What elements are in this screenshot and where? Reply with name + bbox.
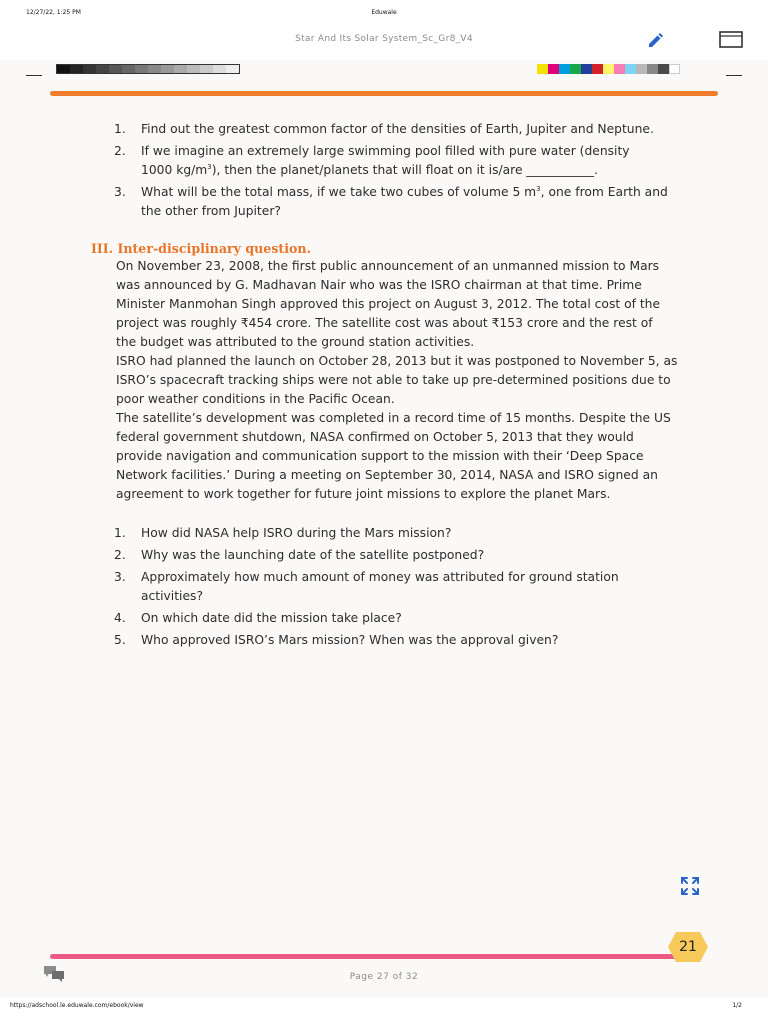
question-list-bottom — [114, 524, 694, 653]
list-item: 1. How did NASA help ISRO during the Mars mission? — [114, 526, 452, 540]
list-item: 5. Who approved ISRO’s Mars mission? When was the approval given? — [114, 633, 559, 647]
pencil-icon — [644, 29, 666, 51]
list-item: 2. Why was the launching date of the satellite postponed? — [114, 548, 485, 562]
print-header — [0, 9, 768, 21]
list-item: 3. What will be the total mass, if we take two cubes of volume 5 $m^3$, one from Earth and the other from Jupiter? — [114, 184, 668, 218]
print-url: https://adschool.le.eduwale.com/ebook/view — [10, 1002, 144, 1009]
section-heading: III. Inter-disciplinary question. — [91, 241, 311, 256]
document-title: Star And Its Solar System_Sc_Gr8_V4 — [295, 34, 473, 44]
fullscreen-button[interactable] — [679, 875, 701, 897]
list-item: 4. On which date did the mission take place? — [114, 611, 402, 625]
expand-icon — [679, 875, 701, 897]
grayscale-calibration-bar — [56, 64, 240, 74]
two-pages-icon — [717, 29, 745, 51]
edit-button[interactable] — [644, 29, 666, 51]
print-footer — [0, 1002, 768, 1014]
page-indicator: Page 27 of 32 — [349, 972, 419, 982]
list-item: 3. Approximately how much amount of money was attributed for ground station activities? — [114, 570, 619, 603]
page-view-button[interactable] — [717, 29, 745, 51]
crop-mark — [726, 75, 742, 76]
ebook-page — [0, 60, 768, 998]
print-date: 12/27/22, 1:25 PM — [26, 9, 81, 16]
list-item: 2. If we imagine an extremely large swimming pool filled with pure water (density 1000 $kg/m^3$), then the planet/planets that will float on it is/are ___________. — [114, 144, 630, 177]
print-site-name: Eduwale — [371, 9, 397, 16]
page-number: 21 — [679, 939, 697, 955]
print-page-count: 1/2 — [732, 1002, 742, 1009]
question-list-top — [114, 120, 694, 224]
page-number-badge — [667, 931, 709, 963]
footer-rule — [50, 954, 680, 959]
header-rule — [50, 91, 718, 96]
color-calibration-bar — [537, 64, 680, 74]
crop-mark — [26, 75, 42, 76]
section-paragraph: On November 23, 2008, the first public announcement of an unmanned mission to Mars was announced by G. Madhavan Nair who was the ISRO chairman at that time. Prime Minister Manmohan Singh approved this project on August 3, 2012. The total cost of the project was roughly ₹454 crore. The satellite cost was about ₹153 crore and the rest of the budget was attributed to the ground station activities. ISRO had planned the launch on October 28, 2013 but it was postponed to November 5, as ISRO’s spacecraft tracking ships were not able to take up pre-determined positions due to poor weather conditions in the Pacific Ocean. The satellite’s development was completed in a record time of 15 months. Despite the US federal government shutdown, NASA confirmed on October 5, 2013 that they would provide navigation and communication support to the mission with their ‘Deep Space Network facilities.’ During a meeting on September 30, 2014, NASA and ISRO signed an agreement to work together for future joint missions to explore the planet Mars. — [116, 259, 678, 501]
list-item: 1. Find out the greatest common factor of the densities of Earth, Jupiter and Neptune. — [114, 122, 654, 136]
